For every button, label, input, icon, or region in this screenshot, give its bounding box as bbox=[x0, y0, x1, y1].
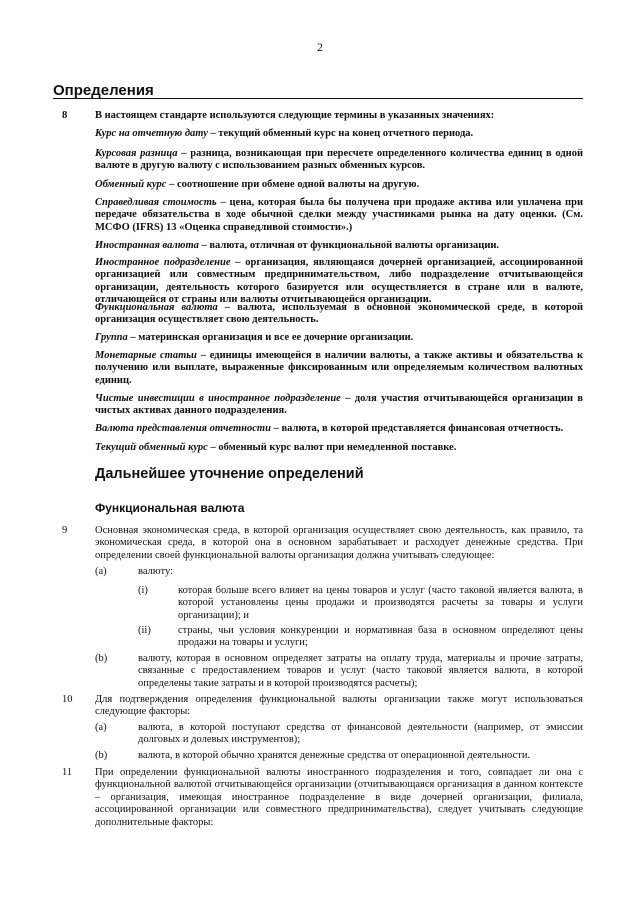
para-number-10: 10 bbox=[62, 694, 73, 705]
definition: Курс на отчетную дату – текущий обменный курс на конец отчетного периода. bbox=[95, 128, 474, 139]
subsubsection-title: Функциональная валюта bbox=[95, 501, 245, 515]
subsection-title: Дальнейшее уточнение определений bbox=[95, 466, 364, 482]
section-title: Определения bbox=[53, 82, 154, 99]
para-number-11: 11 bbox=[62, 767, 73, 778]
para9-text: Основная экономическая среда, в которой организация осуществляет свою деятельность, как правило, та экономическая среда, в которой она в основном зарабатывает и расходует денежные средства. При определении своей функциональной валюты организация должна учитывать следующее: bbox=[95, 525, 583, 561]
para-number-9: 9 bbox=[62, 525, 68, 536]
definition: Курсовая разница – разница, возникающая при пересчете определенного количества единиц в одной валюте в другую валюту с использованием разных обменных курсов. bbox=[95, 148, 583, 172]
para9-a-text: валюту: bbox=[138, 566, 173, 577]
item-label: (b) bbox=[95, 750, 108, 761]
definition: Монетарные статьи – единицы имеющейся в наличии валюты, а также активы и обязательства к получению или выплате, выраженные фиксированным или определяемым количеством валютных единиц. bbox=[95, 350, 583, 386]
para-number-8: 8 bbox=[62, 110, 68, 121]
page-number: 2 bbox=[317, 40, 323, 54]
item-label: (ii) bbox=[138, 625, 151, 636]
definition: Обменный курс – соотношение при обмене одной валюты на другую. bbox=[95, 179, 420, 190]
definition: Текущий обменный курс – обменный курс валют при немедленной поставке. bbox=[95, 442, 457, 453]
para10-a-text: валюта, в которой поступают средства от финансовой деятельности (например, от эмиссии долговых и долевых инструментов); bbox=[138, 722, 583, 746]
section-rule bbox=[53, 98, 583, 99]
definition: Функциональная валюта – валюта, используемая в основной экономической среде, в которой организация осуществляет свою деятельность. bbox=[95, 302, 583, 326]
definition: Чистые инвестиции в иностранное подразделение – доля участия отчитывающейся организации в чистых активах данного подразделения. bbox=[95, 393, 583, 417]
item-label: (b) bbox=[95, 653, 108, 664]
para8-intro: В настоящем стандарте используются следующие термины в указанных значениях: bbox=[95, 110, 495, 121]
para9-ii-text: страны, чьи условия конкуренции и нормативная база в основном определяют цены продажи на товары и услуги; bbox=[178, 625, 583, 649]
definition: Валюта представления отчетности – валюта, в которой представляется финансовая отчетность. bbox=[95, 423, 564, 434]
para10-text: Для подтверждения определения функциональной валюты организации также могут использоваться следующие факторы: bbox=[95, 694, 583, 718]
item-label: (a) bbox=[95, 566, 107, 577]
para9-b-text: валюту, которая в основном определяет затраты на оплату труда, материалы и прочие затраты, связанные с предоставлением товаров и услуг (часто таковой является валюта, в которой определены такие затраты и в которой производятся расчеты); bbox=[138, 653, 583, 689]
item-label: (i) bbox=[138, 585, 148, 596]
item-label: (a) bbox=[95, 722, 107, 733]
para9-i-text: которая больше всего влияет на цены товаров и услуг (часто таковой является валюта, в которой установлены цены продажи и производятся расчеты за товары и услуги организации); и bbox=[178, 585, 583, 621]
para11-text: При определении функциональной валюты иностранного подразделения и того, совпадает ли она с функциональной валютой отчитывающейся организации (отчитывающаяся организация в данном контексте – организация, имеющая иностранное подразделение в виде дочерней организации, филиала, ассоциированной организации или совместного предпринимательства), следует учитывать следующие дополнительные факторы: bbox=[95, 767, 583, 828]
definition: Иностранное подразделение – организация, являющаяся дочерней организацией, ассоциированной организацией или совместным предпринимательством, либо подразделение отчитывающейся организации, деятельность которого базируется или осуществляется в стране или в валюте, отличающейся от страны или валюты отчитывающейся организации. bbox=[95, 257, 583, 306]
definition: Справедливая стоимость – цена, которая была бы получена при продаже актива или уплачена при передаче обязательства в ходе обычной сделки между участниками рынка на дату оценки. (См. МСФО (IFRS) 13 «Оценка справедливой стоимости».) bbox=[95, 197, 583, 233]
definition: Иностранная валюта – валюта, отличная от функциональной валюты организации. bbox=[95, 240, 500, 251]
para10-b-text: валюта, в которой обычно хранятся денежные средства от операционной деятельности. bbox=[138, 750, 531, 761]
definition: Группа – материнская организация и все ее дочерние организации. bbox=[95, 332, 414, 343]
